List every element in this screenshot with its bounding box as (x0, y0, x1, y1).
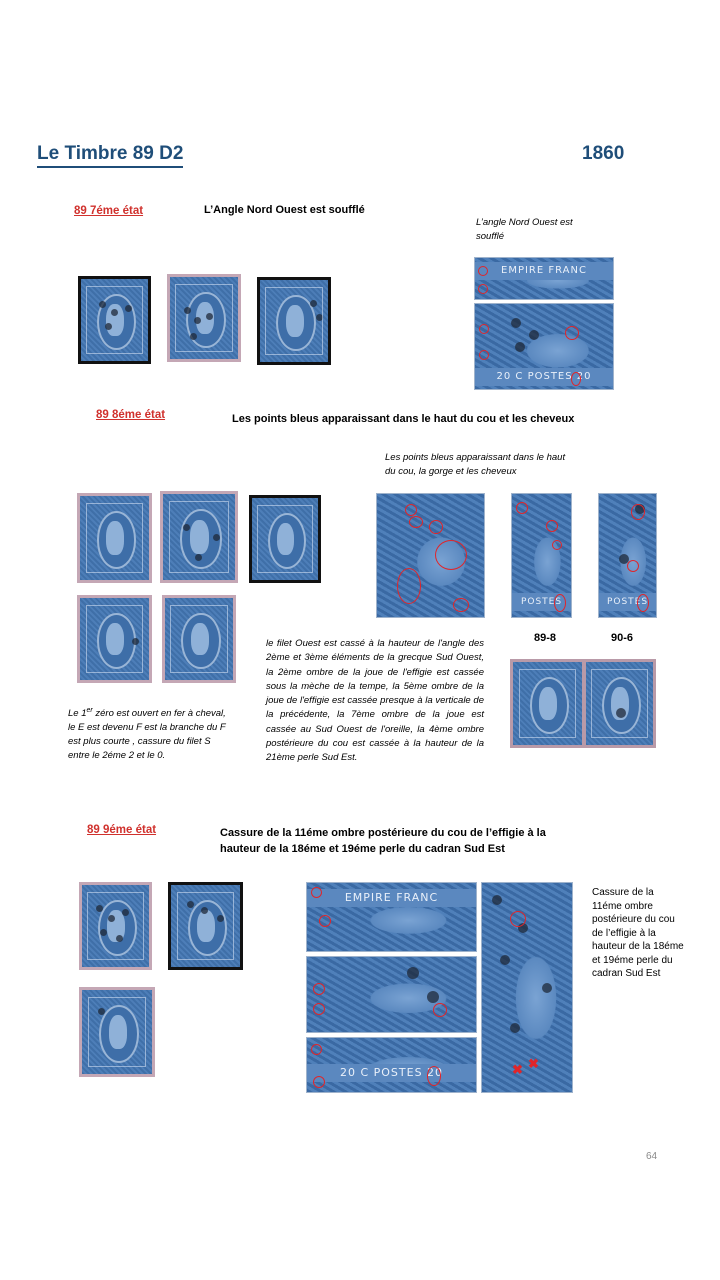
label-89-8: 89-8 (534, 632, 557, 644)
zoom-7-top: EMPIRE FRANC (474, 257, 614, 300)
stamp-pair-right (583, 659, 656, 748)
stamp-8-a (77, 493, 152, 583)
page-year: 1860 (582, 143, 625, 164)
zoom-7-bottom: 20 C POSTES 20 (474, 303, 614, 390)
zoom-9-top: EMPIRE FRANC (306, 882, 477, 952)
label-90-6: 90-6 (611, 632, 634, 644)
zoom-9-middle (306, 956, 477, 1033)
zoom-9-neck (481, 882, 573, 1093)
note-7: L’angle Nord Ouest est soufflé (476, 217, 573, 242)
stamp-9-c (79, 987, 155, 1077)
stamp-8-e (162, 595, 236, 683)
cross-mark: ✖ (528, 1056, 539, 1071)
state-label-7: 89 7éme état (74, 205, 144, 217)
state-label-8: 89 8éme état (96, 409, 166, 421)
zoom-8-main (376, 493, 485, 618)
stamp-7-c (257, 277, 331, 365)
zoom-8-891: POSTES (511, 493, 572, 618)
zoom-9-bottom: 20 C POSTES 20 (306, 1037, 477, 1093)
page-number: 64 (646, 1151, 658, 1162)
heading-8: Les points bleus apparaissant dans le haut du cou et les cheveux (232, 413, 575, 425)
side-note-9: Cassure de la 11éme ombre postérieure du cou de l’effigie à la hauteur de la 18éme et 19éme perle du cadran Sud Est (592, 887, 684, 979)
stamp-8-d (77, 595, 152, 683)
page-title: Le Timbre 89 D2 (37, 143, 183, 168)
note-8: Les points bleus apparaissant dans le haut du cou, la gorge et les cheveux (385, 452, 566, 477)
description-8: le filet Ouest est cassé à la hauteur de l'angle des 2ème et 3ème éléments de la grecque Sud Ouest, la 2ème ombre de la joue de l'effigie est cassée sous la mèche de la tempe, la 5ème ombre de la joue de l'effigie est cassée presque à la verticale de la précédente, la 7ème ombre de la joue est cassée au Sud Ouest de l'oreille, la 4ème ombre postérieure du cou est cassée à la hauteur de la 21ème perle Sud Est. (266, 638, 484, 764)
stamp-9-a (79, 882, 152, 970)
zoom-8-906: POSTES (598, 493, 657, 618)
heading-9: Cassure de la 11éme ombre postérieure du cou de l’effigie à la hauteur de la 18éme et 19éme perle du cadran Sud Est (220, 827, 546, 855)
state-label-9: 89 9éme état (87, 824, 157, 836)
stamp-8-b (160, 491, 238, 583)
left-note-8: Le 1er zéro est ouvert en fer à cheval, le E est devenu F est la branche du F est plus courte , cassure du filet S entre le 2éme 2 et le 0. (68, 707, 226, 762)
heading-7: L’Angle Nord Ouest est soufflé (204, 204, 365, 216)
stamp-pair-left (510, 659, 585, 748)
stamp-9-b (168, 882, 243, 970)
stamp-8-c (249, 495, 321, 583)
stamp-7-a (78, 276, 151, 364)
cross-mark: ✖ (512, 1062, 523, 1077)
stamp-7-b (167, 274, 241, 362)
